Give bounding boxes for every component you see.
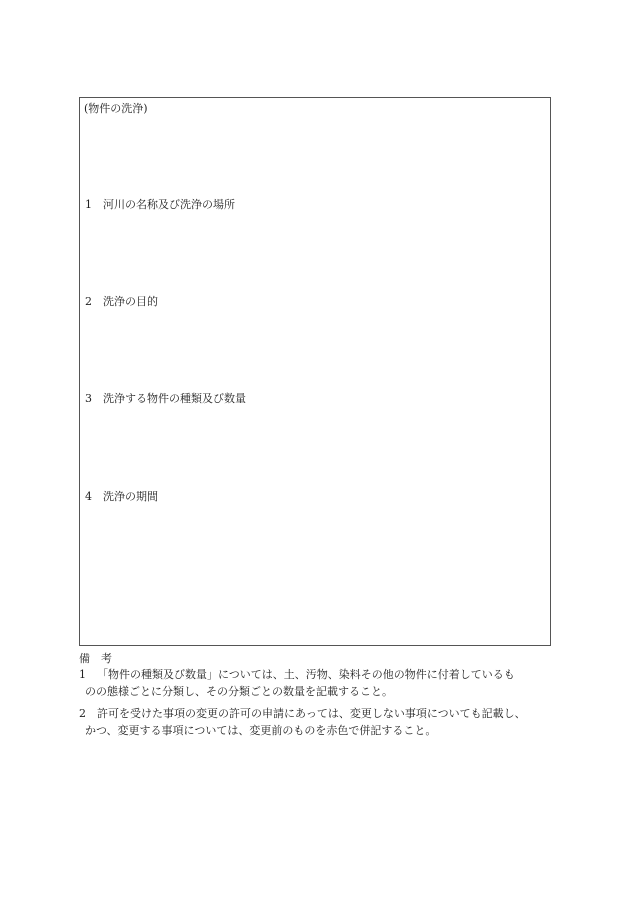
notes-heading: 備 考: [79, 652, 112, 665]
item-label: 洗浄の期間: [103, 490, 158, 503]
note-number: 2: [79, 707, 86, 720]
item-period: [85, 488, 158, 504]
note-text: 「物件の種類及び数量」については、土、汚物、染料その他の物件に付着しているも: [97, 668, 515, 681]
item-type-and-quantity: [85, 390, 246, 406]
note-line: [79, 666, 559, 683]
application-form-box: [79, 97, 551, 646]
item-purpose: [85, 293, 158, 309]
note-number: 1: [79, 668, 86, 681]
note-1: [79, 666, 559, 700]
note-2: [79, 705, 559, 739]
form-title: (物件の洗浄): [84, 102, 148, 115]
item-label: 河川の名称及び洗浄の場所: [103, 198, 235, 211]
item-number: 1: [85, 198, 92, 211]
item-label: 洗浄する物件の種類及び数量: [103, 392, 246, 405]
item-label: 洗浄の目的: [103, 295, 158, 308]
item-number: 2: [85, 295, 92, 308]
item-number: 4: [85, 490, 92, 503]
item-river-name-and-location: [85, 196, 235, 212]
note-text-continued: のの態様ごとに分類し、その分類ごとの数量を記載すること。: [85, 685, 393, 698]
note-text-continued: かつ、変更する事項については、変更前のものを赤色で併記すること。: [85, 724, 437, 737]
note-line: [79, 705, 559, 722]
note-text: 許可を受けた事項の変更の許可の申請にあっては、変更しない事項についても記載し、: [97, 707, 526, 720]
item-number: 3: [85, 392, 92, 405]
